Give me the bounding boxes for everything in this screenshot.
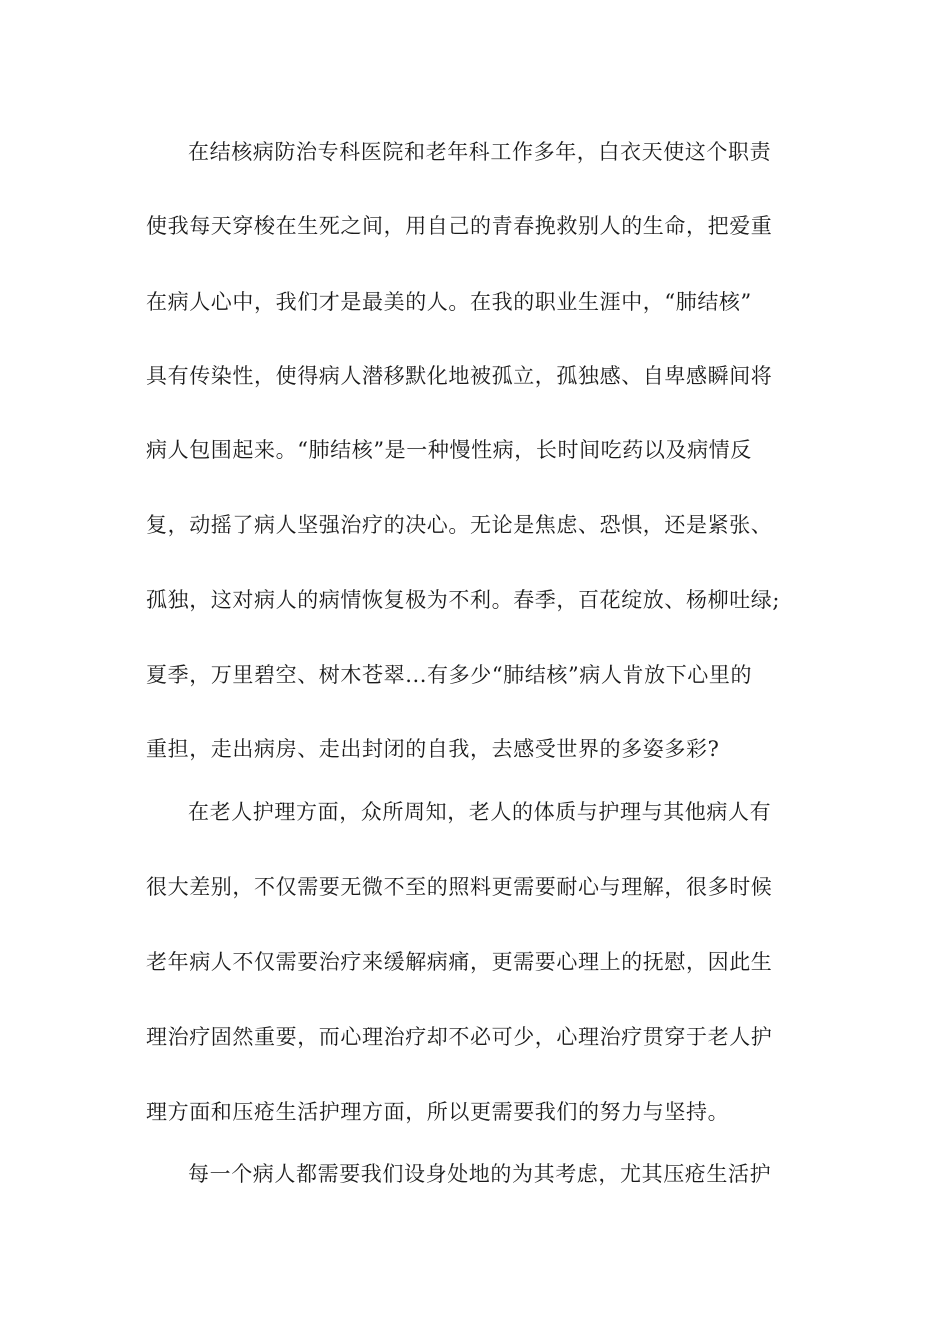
paragraph-line: 理治疗固然重要，而心理治疗却不必可少，心理治疗贯穿于老人护 [146,1025,773,1049]
paragraph-line: 老年病人不仅需要治疗来缓解病痛，更需要心理上的抚慰，因此生 [146,950,773,974]
paragraph-line: 在结核病防治专科医院和老年科工作多年，白衣天使这个职责 [188,140,772,164]
paragraph-line: 很大差别，不仅需要无微不至的照料更需要耐心与理解，很多时候 [146,875,773,899]
paragraph-line: 重担，走出病房、走出封闭的自我，去感受世界的多姿多彩? [146,737,720,761]
paragraph-line: 在老人护理方面，众所周知，老人的体质与护理与其他病人有 [188,800,772,824]
paragraph-line: 夏季，万里碧空、树木苍翠...有多少“肺结核”病人肯放下心里的 [146,663,753,687]
paragraph-line: 使我每天穿梭在生死之间，用自己的青春挽救别人的生命，把爱重 [146,214,773,238]
paragraph-line: 理方面和压疮生活护理方面，所以更需要我们的努力与坚持。 [146,1100,730,1124]
paragraph-line: 复，动摇了病人坚强治疗的决心。无论是焦虑、恐惧，还是紧张、 [146,513,773,537]
paragraph-line: 每一个病人都需要我们设身处地的为其考虑，尤其压疮生活护 [188,1162,772,1186]
paragraph-line: 孤独，这对病人的病情恢复极为不利。春季，百花绽放、杨柳吐绿; [146,588,781,612]
paragraph-line: 在病人心中，我们才是最美的人。在我的职业生涯中，“肺结核” [146,290,752,314]
paragraph-line: 具有传染性，使得病人潜移默化地被孤立，孤独感、自卑感瞬间将 [146,364,773,388]
paragraph-line: 病人包围起来。“肺结核”是一种慢性病，长时间吃药以及病情反 [146,438,752,462]
